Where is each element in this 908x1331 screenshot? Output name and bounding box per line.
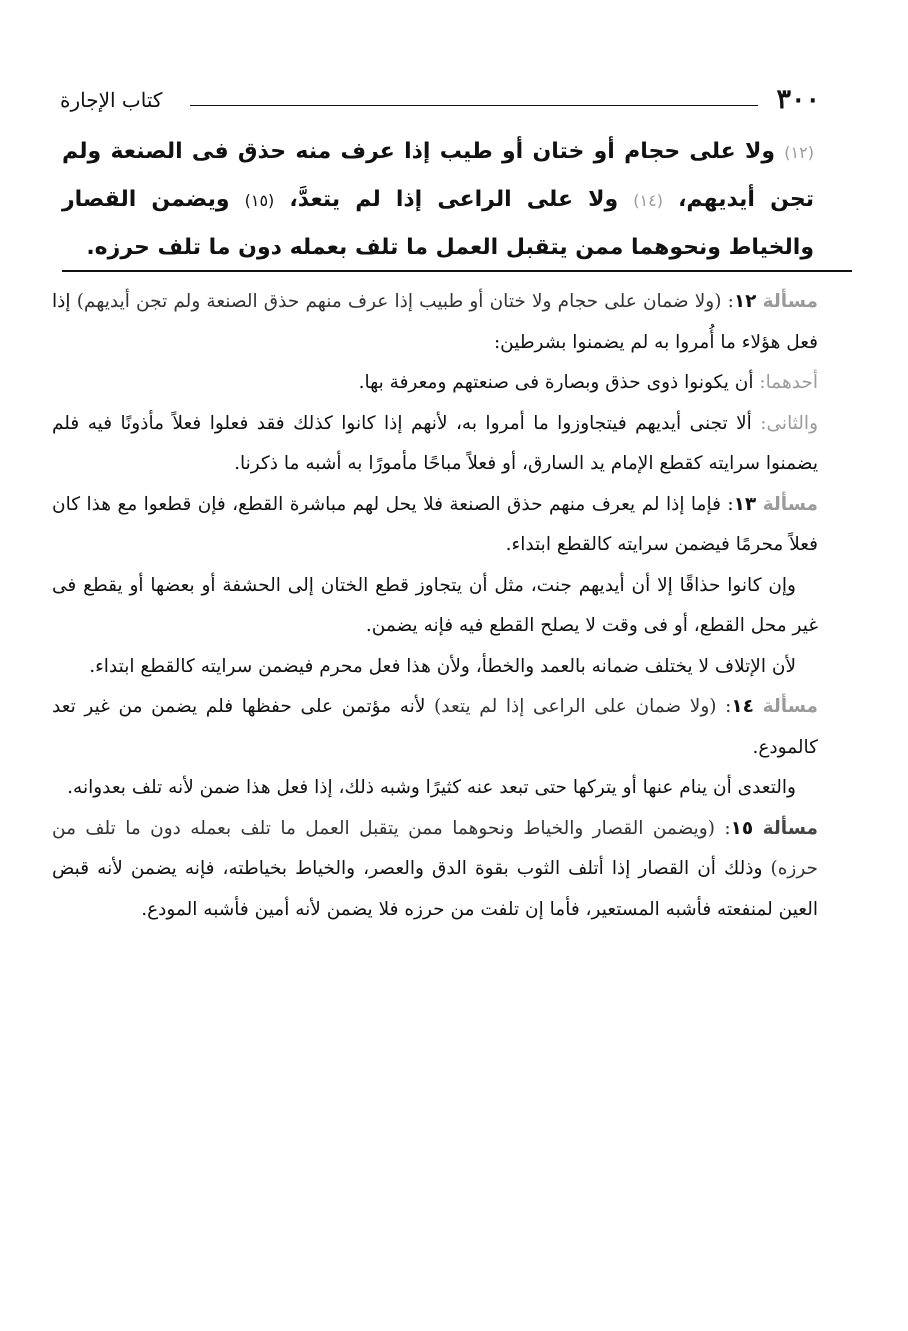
issue-13-paragraph-2: وإن كانوا حذاقًا إلا أن أيديهم جنت، مثل أن يتجاوز قطع الختان إلى الحشفة أو بعضها أو يقطع فى غير محل القطع، أو فى وقت لا يصلح القطع فيه فإنه يضمن. bbox=[52, 574, 818, 636]
issue-12-number: ١٢ bbox=[733, 291, 757, 312]
header-rule bbox=[190, 105, 758, 106]
issue-15-text: وذلك أن القصار إذا أتلف الثوب بقوة الدق والعصر، والخياط بخياطته، فإنه يضمن لأنه قبض العين لمنفعته فأشبه المستعير، فأما إن تلفت من حرزه فلا يضمن لأنه أمين فأشبه المودع. bbox=[52, 858, 818, 920]
condition-2-text: ألا تجنى أيديهم فيتجاوزوا ما أمروا به، لأنهم إذا كانوا كذلك فقد فعلوا فعلاً مأذونًا فيه فلم يضمنوا سرايته كقطع الإمام يد السارق، أو فعلاً مباحًا مأمورًا به أشبه ما ذكرنا. bbox=[52, 412, 818, 474]
issue-13-label: مسألة bbox=[762, 493, 818, 515]
issue-14-quote: : (ولا ضمان على الراعى إذا لم يتعد) bbox=[434, 696, 732, 717]
issue-12-label: مسألة bbox=[762, 291, 818, 312]
footnote-mark-14: (١٤) bbox=[633, 191, 663, 210]
footnote-mark-15: (١٥) bbox=[244, 191, 275, 210]
page-number: ٣٠٠ bbox=[776, 84, 820, 115]
issue-14-label: مسألة bbox=[762, 696, 818, 717]
main-text-block bbox=[62, 128, 814, 271]
main-text-part-1: ولا على حجام أو ختان أو طيب إذا عرف منه حذق فى الصنعة ولم تجن أيديهم، bbox=[62, 139, 814, 212]
book-title: كتاب الإجارة bbox=[60, 88, 163, 112]
issue-13-paragraph bbox=[52, 485, 818, 566]
condition-1-paragraph bbox=[52, 363, 818, 404]
issue-14-number: ١٤ bbox=[731, 696, 754, 717]
section-divider bbox=[62, 270, 852, 272]
issue-13-paragraph-3: لأن الإتلاف لا يختلف ضمانه بالعمد والخطأ، ولأن هذا فعل محرم فيضمن سرايته كالقطع ابتداء. bbox=[89, 655, 796, 677]
issue-13-number: ١٣ bbox=[733, 493, 757, 515]
running-header bbox=[60, 84, 820, 116]
issue-15-number: ١٥ bbox=[730, 817, 754, 839]
condition-2-label: والثانى: bbox=[760, 412, 818, 434]
main-text-part-2: ولا على الراعى إذا لم يتعدَّ، bbox=[289, 187, 619, 212]
main-text-part-3: ويضمن القصار والخياط ونحوهما ممن يتقبل العمل ما تلف بعمله دون ما تلف حرزه. bbox=[62, 187, 814, 260]
issue-14-text: لأنه مؤتمن على حفظها فلم يضمن من غير تعد كالمودع. bbox=[52, 696, 818, 758]
condition-1-text: أن يكونوا ذوى حذق وبصارة فى صنعتهم ومعرفة بها. bbox=[358, 372, 754, 393]
issue-14-paragraph bbox=[52, 687, 818, 768]
issue-12-quote: : (ولا ضمان على حجام ولا ختان أو طبيب إذا عرف منهم حذق الصنعة ولم تجن أيديهم) bbox=[76, 291, 734, 312]
issue-12-paragraph bbox=[52, 282, 818, 363]
footnote-mark-12: (١٢) bbox=[784, 143, 814, 162]
issue-14-paragraph-2: والتعدى أن ينام عنها أو يتركها حتى تبعد عنه كثيرًا وشبه ذلك، إذا فعل هذا ضمن لأنه تلف بعدوانه. bbox=[67, 777, 796, 798]
commentary-section bbox=[52, 282, 818, 930]
issue-12-text: إذا فعل هؤلاء ما أُمروا به لم يضمنوا بشرطين: bbox=[52, 291, 818, 353]
issue-15-quote: : (ويضمن القصار والخياط ونحوهما ممن يتقبل العمل ما تلف بعمله دون ما تلف من حرزه) bbox=[52, 817, 818, 879]
issue-15-label: مسألة bbox=[762, 817, 818, 839]
issue-15-paragraph bbox=[52, 809, 818, 931]
condition-1-label: أحدهما: bbox=[759, 372, 818, 393]
issue-13-text: : فإما إذا لم يعرف منهم حذق الصنعة فلا يحل لهم مباشرة القطع، فإن قطعوا مع هذا كان فعلاً محرمًا فيضمن سرايته كالقطع ابتداء. bbox=[52, 493, 818, 555]
condition-2-paragraph bbox=[52, 404, 818, 485]
